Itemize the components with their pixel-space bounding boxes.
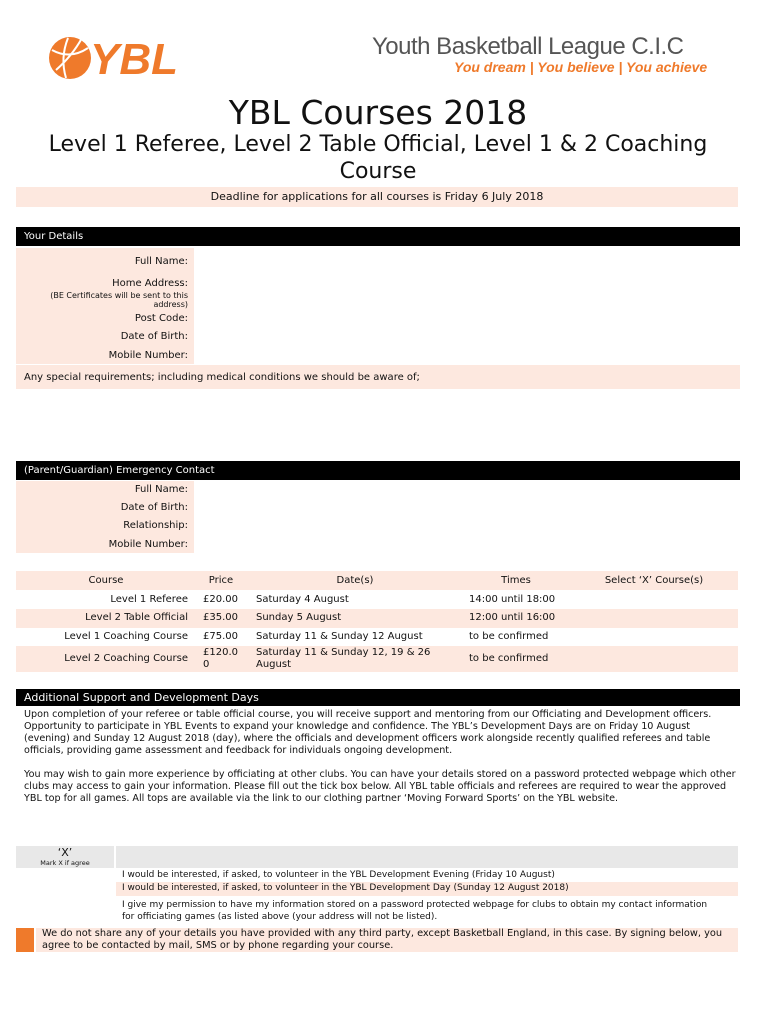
post-code-field[interactable] [196,311,736,327]
emergency-relationship-field[interactable] [196,518,736,534]
checkbox-3[interactable] [16,898,114,924]
course-row-3-name: Level 1 Coaching Course [64,631,188,642]
course-row-4-time: to be confirmed [469,653,549,664]
support-paragraph-1: Upon completion of your referee or table official course, you will receive support and mentoring from our Officiating and Development officers. Opportunity to participate in YBL Events to expand your knowledge and confidence. The YBL’s Development Days are on Friday 10 August (evening) and Sunday 12 August 2018 (day), where the officials and development officers work alongside recently qualified referees and table officials, providing game assessment and feedback for individuals ongoing development. [24,709,712,756]
emergency-name-label: Full Name: [134,484,188,495]
dob-field[interactable] [196,329,736,345]
logo-text: YBL [90,35,178,84]
address-note: (BE Certificates will be sent to this address) [50,291,188,309]
course-row-4-date: Saturday 11 & Sunday 12, 19 & 26 August [256,647,431,670]
deadline-banner: Deadline for applications for all courses is Friday 6 July 2018 [16,187,738,207]
x-column-note: Mark X if agree [40,859,90,867]
privacy-statement: We do not share any of your details you have provided with any third party, except Basketball England, in this case. By signing below, you agree to be contacted by mail, SMS or by phone regarding your course. [42,928,723,951]
course-row-2-time: 12:00 until 16:00 [469,612,556,623]
col-select: Select ‘X’ Course(s) [604,575,704,586]
emergency-mobile-label: Mobile Number: [108,539,188,550]
emergency-mobile-field[interactable] [196,537,736,553]
course-row-3-date: Saturday 11 & Sunday 12 August [256,631,423,642]
col-dates: Date(s) [336,575,374,586]
course-row-1-time: 14:00 until 18:00 [469,594,556,605]
course-row-1-select[interactable] [570,591,738,607]
course-row-4-select[interactable] [570,646,738,672]
basketball-logo-icon [46,30,216,86]
emergency-dob-field[interactable] [196,500,736,516]
emergency-name-field[interactable] [196,482,736,498]
dob-label: Date of Birth: [120,331,188,342]
special-requirements-label: Any special requirements; including medical conditions we should be aware of; [24,372,420,383]
option-3-text: I give my permission to have my information stored on a password protected webpage for clubs to obtain my contact information for officiating games (as listed above (your address will not be listed). [122,900,708,922]
course-row-3-price: £75.00 [203,631,238,642]
option-1-text: I would be interested, if asked, to volunteer in the YBL Development Evening (Friday 10 August) [122,870,555,880]
course-row-2-select[interactable] [570,609,738,628]
special-requirements-field[interactable] [16,390,740,456]
x-column-label: ‘X’ [57,846,73,859]
course-row-1-date: Saturday 4 August [256,594,349,605]
options-header-bg [116,846,738,868]
emergency-dob-label: Date of Birth: [120,502,188,513]
checkbox-1[interactable] [16,870,114,882]
course-row-2-date: Sunday 5 August [256,612,342,623]
home-address-label: Home Address: [112,278,188,289]
course-row-1-name: Level 1 Referee [110,594,188,605]
support-header: Additional Support and Development Days [16,689,740,706]
page-title: YBL Courses 2018 [228,93,528,132]
course-row-4-price: £120.00 [203,647,238,670]
brand-name: Youth Basketball League C.I.C [372,33,684,60]
option-2-text: I would be interested, if asked, to volunteer in the YBL Development Day (Sunday 12 August 2018) [122,883,569,893]
emergency-header: (Parent/Guardian) Emergency Contact [16,461,740,480]
tagline: You dream | You believe | You achieve [454,59,708,75]
privacy-marker-icon [16,928,34,952]
page-subtitle: Level 1 Referee, Level 2 Table Official, Level 1 & 2 Coaching Course [48,132,708,184]
full-name-label: Full Name: [134,256,188,267]
col-times: Times [501,575,531,586]
course-row-4-name: Level 2 Coaching Course [64,653,188,664]
course-row-2-name: Level 2 Table Official [85,612,188,623]
post-code-label: Post Code: [134,313,188,324]
course-row-1-price: £20.00 [203,594,238,605]
home-address-field[interactable] [196,274,736,310]
mobile-field[interactable] [196,348,736,364]
support-paragraph-2: You may wish to gain more experience by officiating at other clubs. You can have your details stored on a password protected webpage which other clubs may access to gain your information. Please fill out the tick box below. All YBL table officials and referees are required to wear the approved YBL top for all games. All tops are available via the link to our clothing partner ‘Moving Forward Sports’ on the YBL website. [24,769,736,804]
your-details-header: Your Details [16,227,740,246]
mobile-label: Mobile Number: [108,350,188,361]
checkbox-2[interactable] [16,882,114,896]
emergency-relationship-label: Relationship: [123,520,188,531]
ybl-logo [46,30,216,86]
course-row-3-time: to be confirmed [469,631,549,642]
course-row-3-select[interactable] [570,628,738,644]
col-price: Price [208,575,234,586]
col-course: Course [88,575,124,586]
course-row-2-price: £35.00 [203,612,238,623]
full-name-field[interactable] [196,250,736,272]
